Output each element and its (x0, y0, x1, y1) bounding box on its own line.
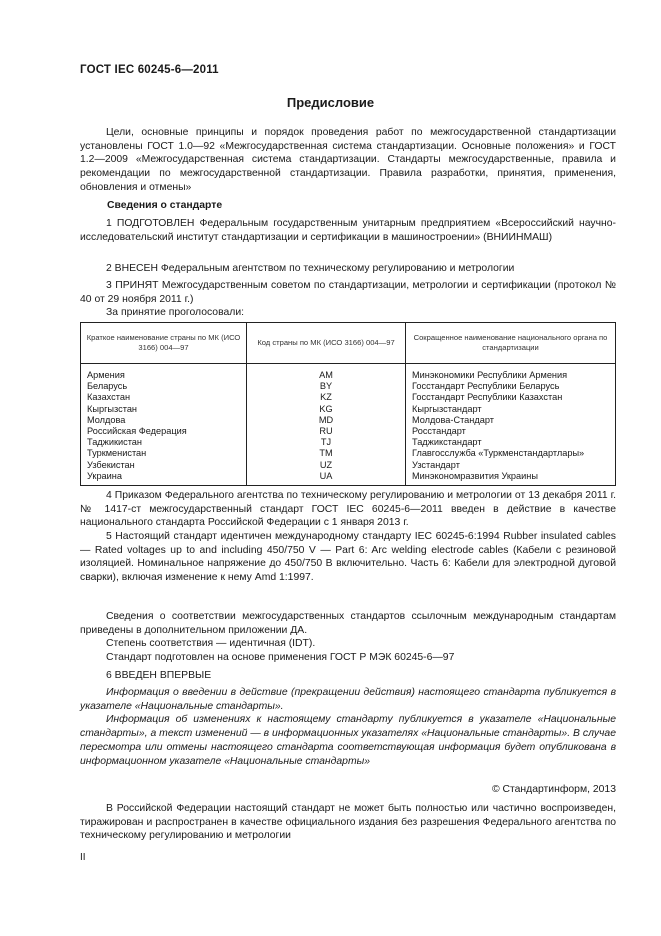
note-paragraph-2: Информация об изменениях к настоящему стандарту публикуется в указателе «Национальные стандарты», а текст изменений — в информационных указателях «Национальные стандарты». В случае пересмотра или отмены настоящего стандарта соответствующая информация будет опубликована в информационном указателе «Национальные стандарты» (80, 714, 616, 767)
voted-label: За принятие проголосовали: (106, 307, 245, 318)
country-name: Узбекистан (81, 460, 247, 471)
table-row (81, 404, 616, 415)
section-title: Сведения о стандарте (107, 200, 223, 211)
country-code: KG (247, 404, 406, 415)
country-name: Украина (81, 471, 247, 486)
standards-body: Главгосслужба «Туркменстандартлары» (406, 448, 616, 459)
references-paragraph: Сведения о соответствии межгосударственных стандартов ссылочным международным стандартам приведены в дополнительном приложении ДА. (80, 611, 616, 636)
item-5-paragraph: 5 Настоящий стандарт идентичен международному стандарту IEC 60245-6:1994 Rubber insulated cables — Rated voltages up to and including 450/750 V — Part 6: Arc welding electrode cables (Кабели с резиновой изоляцией. Номинальное напряжение до 450/750 В включительно. Часть 6: Кабели для электродной дуговой сварки), включая изменение к нему Amd 1:1997. (80, 531, 616, 584)
table-row (81, 471, 616, 486)
degree-paragraph: Степень соответствия — идентичная (IDT). (106, 638, 316, 650)
publication-notes (80, 686, 616, 768)
standards-body: Минэкономразвития Украины (406, 471, 616, 486)
voted-block (80, 306, 616, 320)
copyright-notice: © Стандартинформ, 2013 (491, 784, 616, 795)
standards-body: Росстандарт (406, 426, 616, 437)
country-name: Беларусь (81, 381, 247, 392)
intro-block (80, 126, 616, 195)
table-header-row (81, 323, 616, 364)
country-name: Российская Федерация (81, 426, 247, 437)
country-name: Казахстан (81, 392, 247, 403)
table-row (81, 426, 616, 437)
item-1-block (80, 217, 616, 244)
final-block (80, 802, 616, 843)
standards-body: Госстандарт Республики Казахстан (406, 392, 616, 403)
page-number: II (80, 852, 86, 863)
table-row (81, 392, 616, 403)
item-5-details (80, 610, 616, 683)
item-3-paragraph: 3 ПРИНЯТ Межгосударственным советом по стандартизации, метрологии и сертификации (протокол № 40 от 29 ноября 2011 г.) (80, 280, 616, 305)
standards-body: Кыргызстандарт (406, 404, 616, 415)
table-row (81, 364, 616, 382)
item-4-block (80, 489, 616, 530)
standard-code-header: ГОСТ IEC 60245-6—2011 (80, 64, 219, 76)
item-5-block (80, 530, 616, 585)
table-header-body: Сокращенное наименование национального органа по стандартизации (406, 323, 616, 364)
country-code: TM (247, 448, 406, 459)
table-row (81, 415, 616, 426)
item-2-paragraph: 2 ВНЕСЕН Федеральным агентством по техническому регулированию и метрологии (106, 263, 515, 274)
table-row (81, 381, 616, 392)
country-name: Туркменистан (81, 448, 247, 459)
country-code: KZ (247, 392, 406, 403)
table-header-country: Краткое наименование страны по МК (ИСО 3166) 004—97 (81, 323, 247, 364)
reproduction-notice: В Российской Федерации настоящий стандарт не может быть полностью или частично воспроизведен, тиражирован и распространен в качестве официального издания без разрешения Федерального агентства по техническому регулированию и метрологии (80, 803, 616, 842)
note-paragraph-1: Информация о введении в действие (прекращении действия) настоящего стандарта публикуется в указателе «Национальные стандарты». (80, 687, 616, 712)
country-code: BY (247, 381, 406, 392)
standards-body: Узстандарт (406, 460, 616, 471)
country-name: Таджикистан (81, 437, 247, 448)
country-code: UA (247, 471, 406, 486)
standards-body: Таджикстандарт (406, 437, 616, 448)
table-row (81, 448, 616, 459)
item-1-paragraph: 1 ПОДГОТОВЛЕН Федеральным государственным унитарным предприятием «Всероссийский научно-исследовательский институт стандартизации и сертификации в машиностроении» (ВНИИНМАШ) (80, 218, 616, 243)
standards-body: Минэкономики Республики Армения (406, 364, 616, 382)
country-code: TJ (247, 437, 406, 448)
item-6-paragraph: 6 ВВЕДЕН ВПЕРВЫЕ (106, 669, 212, 681)
country-code: MD (247, 415, 406, 426)
country-name: Армения (81, 364, 247, 382)
table-header-code: Код страны по МК (ИСО 3166) 004—97 (247, 323, 406, 364)
standards-body: Молдова-Стандарт (406, 415, 616, 426)
country-code: UZ (247, 460, 406, 471)
item-2-block (80, 262, 616, 276)
country-code: AM (247, 364, 406, 382)
voting-states-table (80, 322, 616, 486)
item-4-paragraph: 4 Приказом Федерального агентства по техническому регулированию и метрологии от 13 декабря 2011 г. № 1417-ст межгосударственный стандарт ГОСТ IEC 60245-6—2011 введен в действие в качестве национального стандарта Российской Федерации с 1 января 2013 г. (80, 490, 616, 529)
page-title: Предисловие (286, 95, 375, 110)
basis-paragraph: Стандарт подготовлен на основе применения ГОСТ Р МЭК 60245-6—97 (106, 652, 455, 664)
intro-paragraph: Цели, основные принципы и порядок проведения работ по межгосударственной стандартизации установлены ГОСТ 1.0—92 «Межгосударственная система стандартизации. Основные положения» и ГОСТ 1.2—2009 «Межгосударственная система стандартизации. Стандарты межгосударственные, правила и рекомендации по межгосударственной стандартизации. Правила разработки, принятия, применения, обновления и отмены» (80, 127, 616, 193)
country-code: RU (247, 426, 406, 437)
table-row (81, 437, 616, 448)
item-3-block (80, 279, 616, 306)
country-name: Кыргызстан (81, 404, 247, 415)
standards-body: Госстандарт Республики Беларусь (406, 381, 616, 392)
country-name: Молдова (81, 415, 247, 426)
table-row (81, 460, 616, 471)
